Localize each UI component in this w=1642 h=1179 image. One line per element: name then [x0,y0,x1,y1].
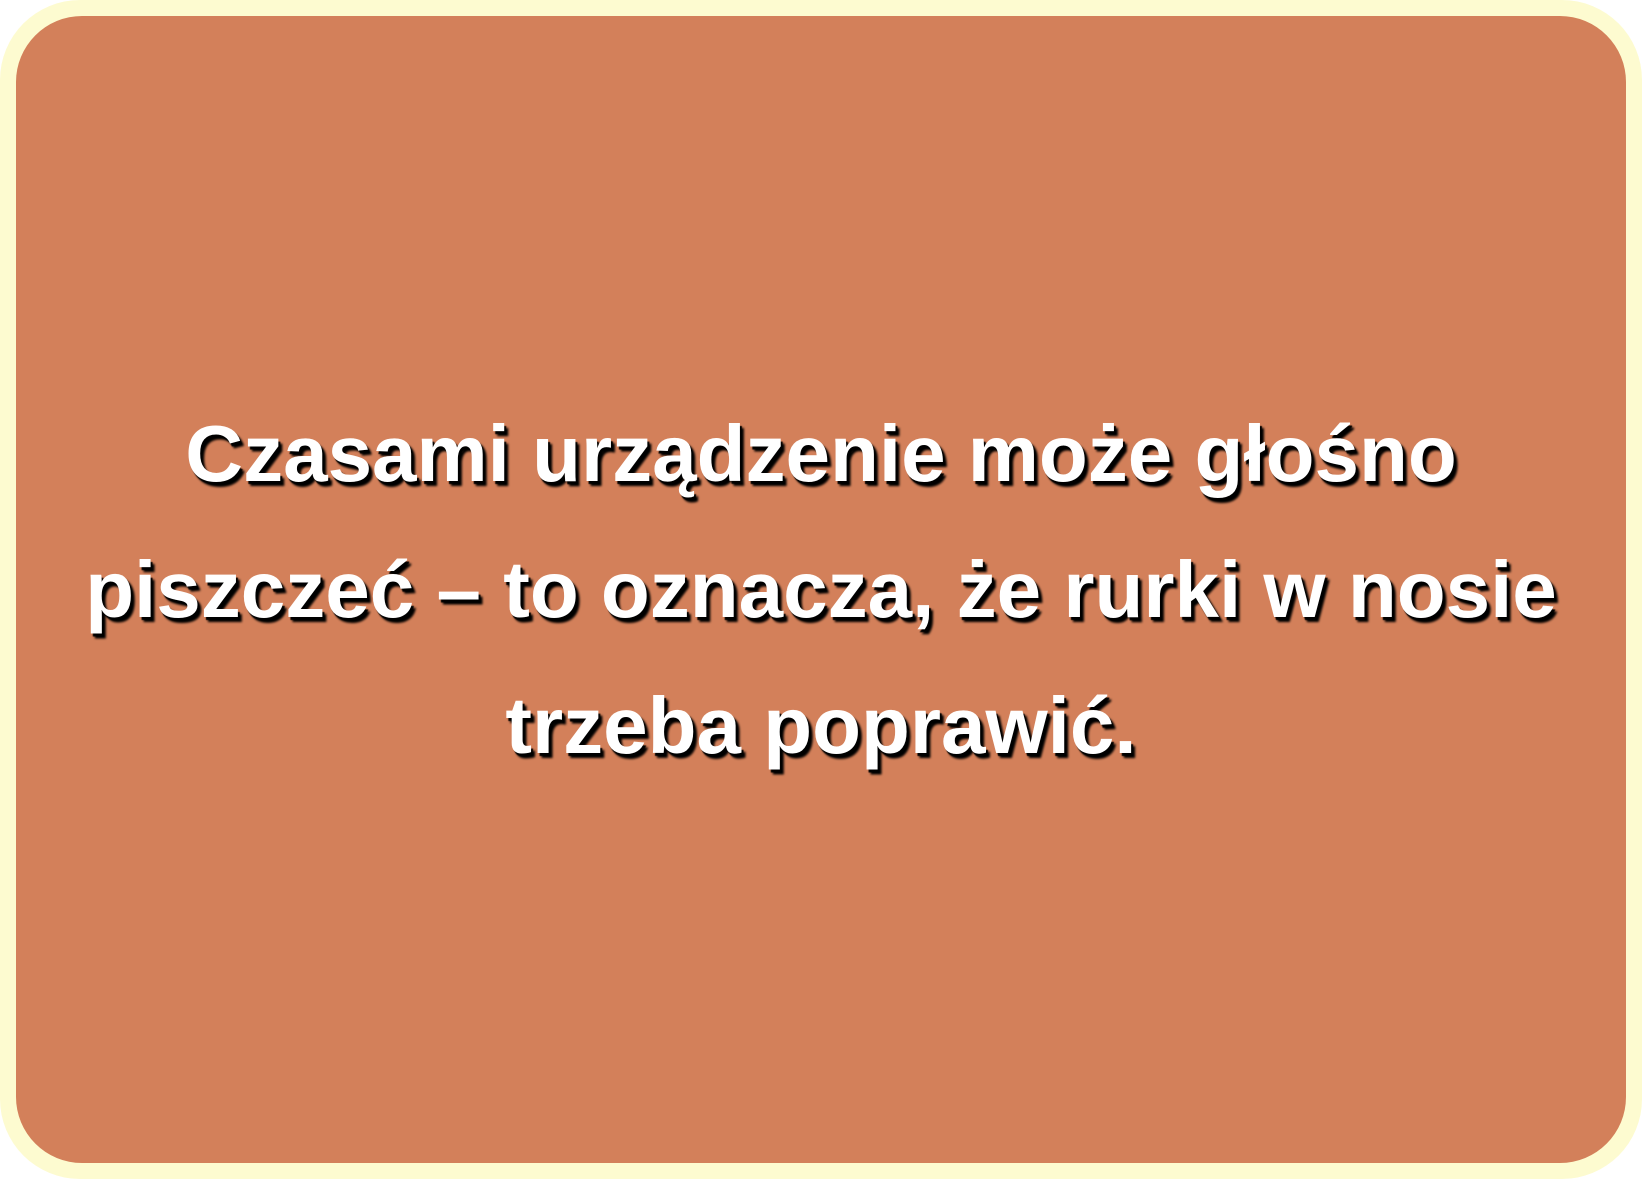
slide-card [16,16,1626,1163]
slide-message: Czasami urządzenie może głośno piszczeć – to oznacza, że rurki w nosie trzeba poprawić. [85,408,1557,770]
